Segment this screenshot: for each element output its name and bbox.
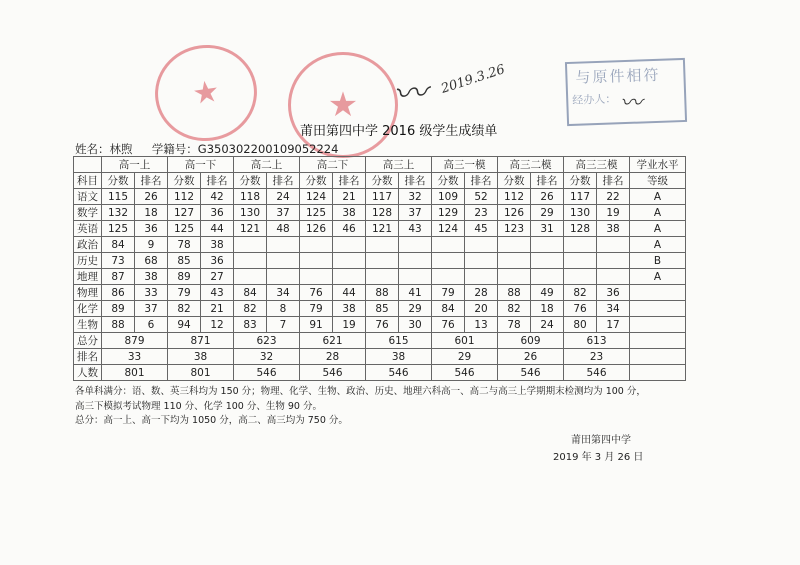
score-cell: 124 <box>300 189 333 205</box>
rank-cell: 21 <box>333 189 366 205</box>
score-cell <box>564 253 597 269</box>
signature-date: 2019.3.26 <box>439 62 507 97</box>
summary-row <box>74 365 686 381</box>
summary-value: 38 <box>168 349 234 365</box>
verification-stamp-line2: 经办人： <box>572 92 617 107</box>
rank-column-header: 排名 <box>531 173 564 189</box>
score-cell: 125 <box>300 205 333 221</box>
subject-name: 语文 <box>74 189 102 205</box>
level-cell: A <box>630 205 686 221</box>
rank-cell: 34 <box>597 301 630 317</box>
subject-name: 化学 <box>74 301 102 317</box>
score-cell: 121 <box>234 221 267 237</box>
score-column-header: 分数 <box>168 173 201 189</box>
score-cell: 127 <box>168 205 201 221</box>
summary-value: 546 <box>498 365 564 381</box>
rank-column-header: 排名 <box>201 173 234 189</box>
summary-value: 23 <box>564 349 630 365</box>
summary-value: 601 <box>432 333 498 349</box>
rank-cell: 21 <box>201 301 234 317</box>
score-cell: 126 <box>300 221 333 237</box>
student-name: 姓名：林煦 <box>75 142 133 156</box>
verification-stamp-line1: 与原件相符 <box>575 65 661 87</box>
rank-cell <box>465 237 498 253</box>
rank-cell: 37 <box>399 205 432 221</box>
rank-cell: 24 <box>267 189 300 205</box>
score-column-header: 分数 <box>564 173 597 189</box>
score-cell: 125 <box>168 221 201 237</box>
rank-cell: 27 <box>201 269 234 285</box>
rank-cell: 42 <box>201 189 234 205</box>
rank-cell: 43 <box>201 285 234 301</box>
subject-name: 生物 <box>74 317 102 333</box>
rank-cell: 24 <box>531 317 564 333</box>
score-cell <box>234 253 267 269</box>
rank-cell: 28 <box>465 285 498 301</box>
score-cell: 123 <box>498 221 531 237</box>
score-cell <box>432 253 465 269</box>
score-cell: 88 <box>498 285 531 301</box>
summary-value: 28 <box>300 349 366 365</box>
score-cell: 118 <box>234 189 267 205</box>
rank-cell: 44 <box>201 221 234 237</box>
note-line: 各单科满分：语、数、英三科均为 150 分；物理、化学、生物、政治、历史、地理六科高一、高二与高三上学期期末检测均为 100 分， <box>75 386 646 397</box>
notes <box>75 385 646 429</box>
score-cell <box>366 237 399 253</box>
note-line: 高三下模拟考试物理 110 分、化学 100 分、生物 90 分。 <box>75 400 322 412</box>
score-cell: 89 <box>102 301 135 317</box>
rank-cell <box>531 253 564 269</box>
score-cell: 85 <box>168 253 201 269</box>
rank-cell: 7 <box>267 317 300 333</box>
table-row <box>74 269 686 285</box>
handwritten-signature: 〰 <box>391 72 429 116</box>
score-cell: 82 <box>564 285 597 301</box>
rank-cell: 38 <box>135 269 168 285</box>
score-cell: 124 <box>432 221 465 237</box>
subject-name: 物理 <box>74 285 102 301</box>
period-header: 高二下 <box>300 157 366 173</box>
rank-column-header: 排名 <box>399 173 432 189</box>
rank-cell: 32 <box>399 189 432 205</box>
score-cell <box>234 269 267 285</box>
score-cell: 82 <box>498 301 531 317</box>
score-cell: 76 <box>300 285 333 301</box>
table-row <box>74 285 686 301</box>
score-cell: 94 <box>168 317 201 333</box>
rank-cell: 29 <box>531 205 564 221</box>
level-cell: A <box>630 189 686 205</box>
rank-cell: 30 <box>399 317 432 333</box>
score-cell: 78 <box>168 237 201 253</box>
score-cell: 117 <box>366 189 399 205</box>
score-cell: 112 <box>498 189 531 205</box>
score-cell: 89 <box>168 269 201 285</box>
score-cell: 126 <box>498 205 531 221</box>
summary-label: 人数 <box>74 365 102 381</box>
score-cell <box>300 269 333 285</box>
score-cell: 109 <box>432 189 465 205</box>
score-cell: 132 <box>102 205 135 221</box>
score-cell <box>234 237 267 253</box>
score-cell: 128 <box>366 205 399 221</box>
summary-value: 801 <box>168 365 234 381</box>
score-column-header: 分数 <box>498 173 531 189</box>
rank-cell: 23 <box>465 205 498 221</box>
level-header: 学业水平 <box>630 157 686 173</box>
rank-cell <box>465 269 498 285</box>
table-row <box>74 205 686 221</box>
rank-cell: 36 <box>597 285 630 301</box>
score-column-header: 分数 <box>102 173 135 189</box>
rank-cell: 20 <box>465 301 498 317</box>
rank-cell <box>597 253 630 269</box>
period-header: 高三一模 <box>432 157 498 173</box>
score-cell: 76 <box>432 317 465 333</box>
rank-cell: 43 <box>399 221 432 237</box>
table-row <box>74 221 686 237</box>
rank-cell: 38 <box>333 301 366 317</box>
empty-level-cell <box>630 365 686 381</box>
rank-cell: 68 <box>135 253 168 269</box>
level-cell <box>630 285 686 301</box>
rank-cell: 12 <box>201 317 234 333</box>
summary-value: 546 <box>564 365 630 381</box>
rank-cell: 26 <box>135 189 168 205</box>
summary-label: 总分 <box>74 333 102 349</box>
rank-cell: 36 <box>201 253 234 269</box>
rank-cell: 44 <box>333 285 366 301</box>
summary-value: 29 <box>432 349 498 365</box>
score-cell <box>300 253 333 269</box>
score-cell: 121 <box>366 221 399 237</box>
rank-column-header: 排名 <box>597 173 630 189</box>
score-cell: 84 <box>102 237 135 253</box>
rank-column-header: 排名 <box>465 173 498 189</box>
period-header: 高三二模 <box>498 157 564 173</box>
score-cell: 83 <box>234 317 267 333</box>
student-id: 学籍号：G350302200109052224 <box>151 142 339 156</box>
summary-value: 801 <box>102 365 168 381</box>
score-cell: 78 <box>498 317 531 333</box>
rank-cell: 37 <box>267 205 300 221</box>
table-row <box>74 301 686 317</box>
rank-cell <box>531 269 564 285</box>
rank-column-header: 排名 <box>333 173 366 189</box>
summary-value: 615 <box>366 333 432 349</box>
score-cell: 85 <box>366 301 399 317</box>
rank-cell <box>597 237 630 253</box>
score-cell <box>498 253 531 269</box>
period-header: 高三三模 <box>564 157 630 173</box>
summary-value: 623 <box>234 333 300 349</box>
score-cell <box>366 269 399 285</box>
score-cell <box>366 253 399 269</box>
score-cell <box>300 237 333 253</box>
rank-cell: 38 <box>201 237 234 253</box>
summary-value: 879 <box>102 333 168 349</box>
period-header: 高一下 <box>168 157 234 173</box>
summary-value: 621 <box>300 333 366 349</box>
table-row <box>74 189 686 205</box>
level-cell: A <box>630 237 686 253</box>
rank-cell <box>333 253 366 269</box>
score-cell: 84 <box>432 301 465 317</box>
score-cell: 79 <box>168 285 201 301</box>
rank-cell: 8 <box>267 301 300 317</box>
summary-value: 546 <box>234 365 300 381</box>
score-cell <box>498 237 531 253</box>
student-info <box>75 141 338 157</box>
score-cell: 115 <box>102 189 135 205</box>
empty-level-cell <box>630 333 686 349</box>
rank-cell: 19 <box>333 317 366 333</box>
summary-value: 33 <box>102 349 168 365</box>
rank-cell: 26 <box>531 189 564 205</box>
score-cell: 117 <box>564 189 597 205</box>
summary-row <box>74 333 686 349</box>
rank-cell <box>333 269 366 285</box>
score-cell: 130 <box>564 205 597 221</box>
rank-cell: 37 <box>135 301 168 317</box>
rank-cell: 36 <box>135 221 168 237</box>
score-cell: 91 <box>300 317 333 333</box>
level-cell: A <box>630 221 686 237</box>
summary-value: 613 <box>564 333 630 349</box>
score-cell <box>498 269 531 285</box>
rank-cell: 38 <box>333 205 366 221</box>
table-row <box>74 253 686 269</box>
score-cell: 125 <box>102 221 135 237</box>
rank-cell <box>597 269 630 285</box>
score-column-header: 分数 <box>366 173 399 189</box>
note-line: 总分：高一上、高一下均为 1050 分，高二、高三均为 750 分。 <box>75 415 348 426</box>
footer-date: 2019 年 3 月 26 日 <box>553 452 644 463</box>
rank-cell <box>399 269 432 285</box>
subject-name: 数学 <box>74 205 102 221</box>
grade-table <box>73 156 686 381</box>
score-cell: 79 <box>300 301 333 317</box>
score-cell: 86 <box>102 285 135 301</box>
score-cell: 82 <box>168 301 201 317</box>
period-header: 高一上 <box>102 157 168 173</box>
score-cell: 130 <box>234 205 267 221</box>
page-title: 莆田第四中学 2016 级学生成绩单 <box>300 124 498 139</box>
summary-value: 609 <box>498 333 564 349</box>
score-cell: 84 <box>234 285 267 301</box>
rank-cell: 17 <box>597 317 630 333</box>
rank-cell: 18 <box>531 301 564 317</box>
rank-cell <box>531 237 564 253</box>
score-cell: 112 <box>168 189 201 205</box>
rank-cell: 48 <box>267 221 300 237</box>
rank-cell: 38 <box>597 221 630 237</box>
school-seal-left <box>149 38 263 147</box>
rank-cell <box>465 253 498 269</box>
summary-value: 871 <box>168 333 234 349</box>
rank-cell <box>267 253 300 269</box>
period-header: 高二上 <box>234 157 300 173</box>
rank-cell <box>399 253 432 269</box>
rank-cell: 45 <box>465 221 498 237</box>
rank-cell: 22 <box>597 189 630 205</box>
period-header: 高三上 <box>366 157 432 173</box>
rank-cell <box>333 237 366 253</box>
rank-cell <box>267 269 300 285</box>
summary-value: 546 <box>432 365 498 381</box>
level-cell <box>630 317 686 333</box>
summary-value: 32 <box>234 349 300 365</box>
table-row <box>74 237 686 253</box>
score-cell: 76 <box>564 301 597 317</box>
rank-cell <box>267 237 300 253</box>
rank-cell: 18 <box>135 205 168 221</box>
rank-cell: 36 <box>201 205 234 221</box>
score-cell <box>432 269 465 285</box>
level-cell <box>630 301 686 317</box>
header-row-columns <box>74 173 686 189</box>
level-cell: B <box>630 253 686 269</box>
score-cell: 88 <box>102 317 135 333</box>
score-cell: 87 <box>102 269 135 285</box>
subject-name: 政治 <box>74 237 102 253</box>
score-cell <box>564 269 597 285</box>
rank-cell: 29 <box>399 301 432 317</box>
rank-column-header: 排名 <box>267 173 300 189</box>
score-cell: 73 <box>102 253 135 269</box>
seal-star-icon: ★ <box>190 73 222 113</box>
level-cell: A <box>630 269 686 285</box>
level-subheader: 等级 <box>630 173 686 189</box>
rank-cell: 31 <box>531 221 564 237</box>
score-cell: 79 <box>432 285 465 301</box>
summary-value: 38 <box>366 349 432 365</box>
rank-cell: 41 <box>399 285 432 301</box>
seal-star-icon: ★ <box>327 85 359 125</box>
subject-name: 历史 <box>74 253 102 269</box>
rank-cell: 13 <box>465 317 498 333</box>
subject-header: 科目 <box>74 173 102 189</box>
empty-level-cell <box>630 349 686 365</box>
header-row-periods <box>74 157 686 173</box>
rank-cell: 34 <box>267 285 300 301</box>
summary-label: 排名 <box>74 349 102 365</box>
score-cell: 129 <box>432 205 465 221</box>
score-cell: 128 <box>564 221 597 237</box>
rank-column-header: 排名 <box>135 173 168 189</box>
rank-cell: 9 <box>135 237 168 253</box>
score-column-header: 分数 <box>300 173 333 189</box>
rank-cell: 6 <box>135 317 168 333</box>
corner-cell <box>74 157 102 173</box>
handwritten-handler-signature: 〰 <box>620 91 643 116</box>
rank-cell: 49 <box>531 285 564 301</box>
score-column-header: 分数 <box>432 173 465 189</box>
score-cell <box>432 237 465 253</box>
rank-cell: 46 <box>333 221 366 237</box>
score-cell <box>564 237 597 253</box>
footer-school: 莆田第四中学 <box>571 435 631 446</box>
summary-value: 546 <box>366 365 432 381</box>
summary-value: 546 <box>300 365 366 381</box>
score-cell: 82 <box>234 301 267 317</box>
score-column-header: 分数 <box>234 173 267 189</box>
score-cell: 76 <box>366 317 399 333</box>
subject-name: 英语 <box>74 221 102 237</box>
rank-cell: 52 <box>465 189 498 205</box>
rank-cell: 33 <box>135 285 168 301</box>
summary-value: 26 <box>498 349 564 365</box>
subject-name: 地理 <box>74 269 102 285</box>
score-cell: 80 <box>564 317 597 333</box>
table-row <box>74 317 686 333</box>
summary-row <box>74 349 686 365</box>
score-cell: 88 <box>366 285 399 301</box>
rank-cell: 19 <box>597 205 630 221</box>
rank-cell <box>399 237 432 253</box>
